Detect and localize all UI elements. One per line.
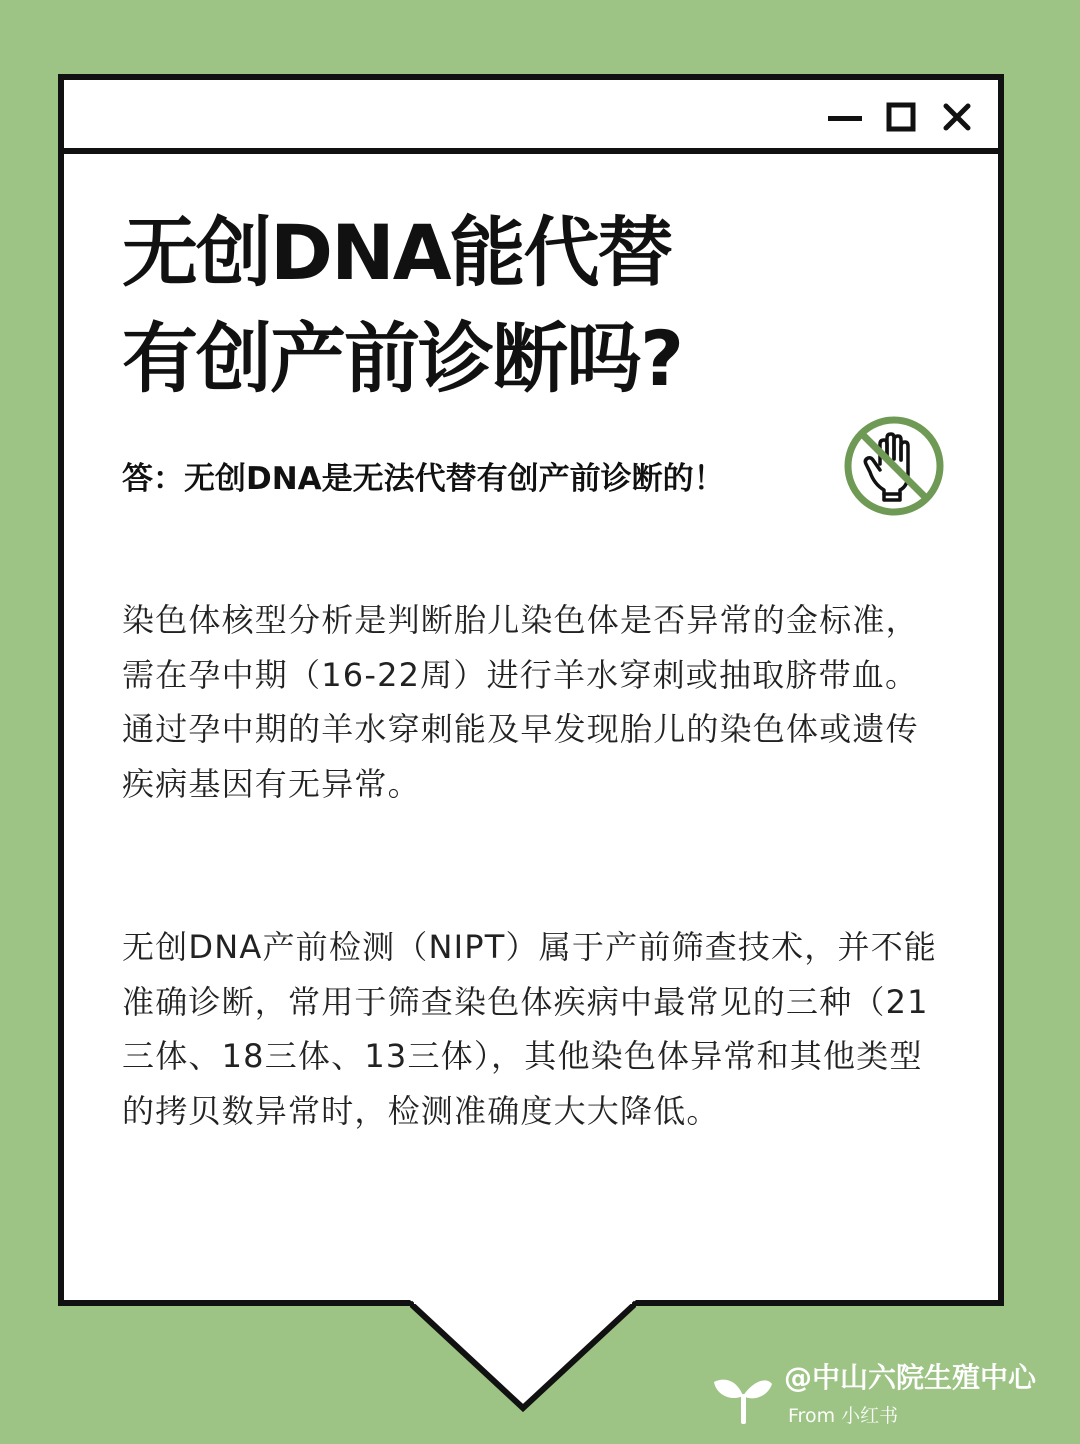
window-card [58, 74, 1004, 1306]
xiaohongshu-logo [712, 1362, 774, 1426]
window-titlebar [64, 80, 998, 154]
speech-bubble-pointer [410, 1300, 636, 1416]
minimize-icon[interactable] [828, 100, 862, 134]
no-hand-icon [842, 414, 946, 518]
close-icon[interactable] [940, 100, 974, 134]
watermark-source: From 小红书 [788, 1405, 899, 1427]
paragraph-nipt: 无创DNA产前检测（NIPT）属于产前筛查技术，并不能准确诊断，常用于筛查染色体疾病中最常见的三种（21三体、18三体、13三体），其他染色体异常和其他类型的拷贝数异常时，检测准确度大大降低。 [122, 928, 938, 1130]
page-title [122, 200, 682, 412]
answer-text: 答：无创DNA是无法代替有创产前诊断的！ [122, 461, 725, 497]
title-line-1: 无创DNA能代替 [122, 208, 672, 297]
title-line-2: 有创产前诊断吗? [122, 314, 683, 403]
paragraph-karyotype: 染色体核型分析是判断胎儿染色体是否异常的金标准，需在孕中期（16-22周）进行羊水穿刺或抽取脐带血。通过孕中期的羊水穿刺能及早发现胎儿的染色体或遗传疾病基因有无异常。 [122, 601, 919, 803]
maximize-icon[interactable] [884, 100, 918, 134]
watermark [712, 1360, 1068, 1430]
watermark-account: @中山六院生殖中心 [784, 1361, 1037, 1394]
